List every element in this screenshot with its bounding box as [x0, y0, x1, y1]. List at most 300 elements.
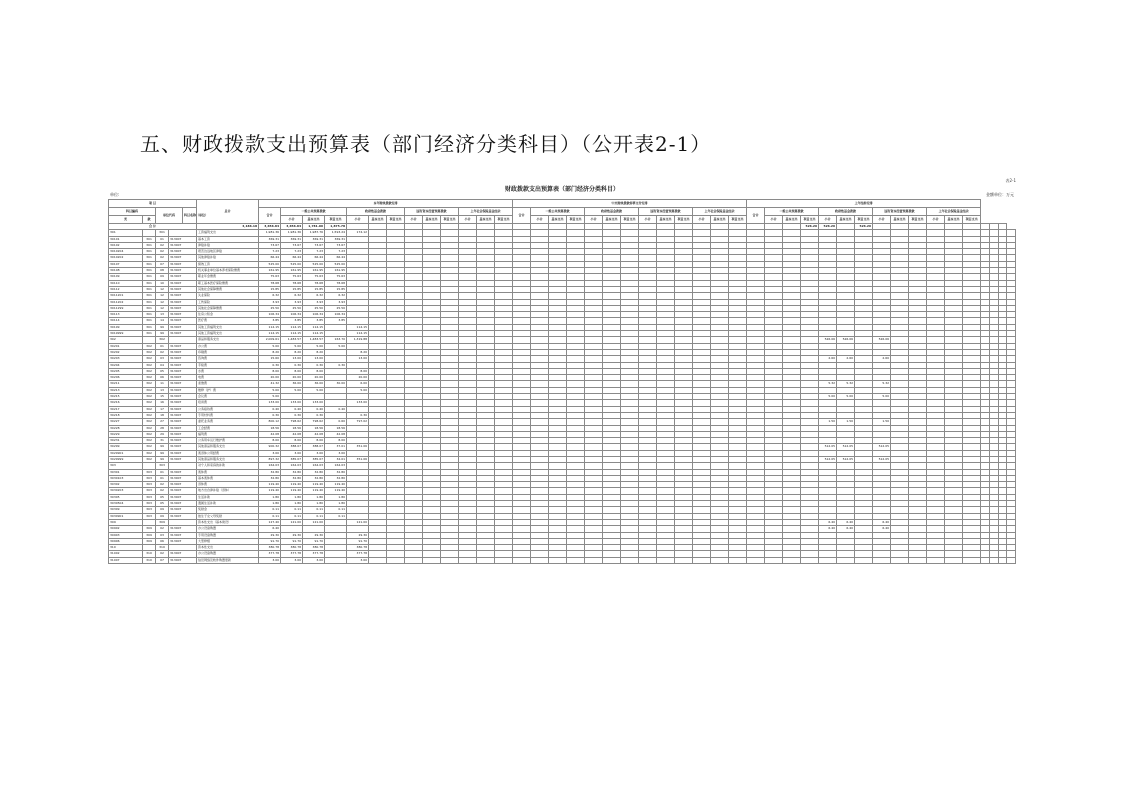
row-value: 5.00 [281, 343, 303, 349]
row-class: 302 [143, 431, 156, 437]
row-name: 遗属生活补助 [197, 501, 259, 507]
row-name: 职工基本医疗保险缴费 [197, 280, 259, 286]
row-code: 3030103 [109, 475, 143, 481]
row-value: 32.80 [325, 475, 347, 481]
row-code: 30109 [109, 274, 143, 280]
row-name: 大型修缮 [197, 538, 259, 544]
row-value: 73.67 [325, 242, 347, 248]
row-name: 其他商品和服务支出 [197, 444, 259, 450]
table-cell [495, 557, 513, 563]
row-code: 310 [109, 545, 143, 551]
row-unit-code: 313007 [169, 431, 197, 437]
row-value: 3.93 [259, 299, 281, 305]
table-cell [387, 557, 405, 563]
row-value: 1.80 [259, 494, 281, 500]
subheader-basic: 基本支出 [369, 216, 387, 224]
table-cell [477, 557, 495, 563]
row-unit-code: 313007 [169, 318, 197, 324]
row-class: 301 [143, 274, 156, 280]
row-value: 119.40 [303, 482, 325, 488]
row-code: 30206 [109, 375, 143, 381]
row-kind: 02 [156, 526, 169, 532]
row-carry-value: 512.05 [873, 444, 891, 450]
row-value: 0.30 [259, 362, 281, 368]
row-name: 工伤保险 [197, 299, 259, 305]
row-value: 25.50 [325, 305, 347, 311]
row-value: 3.93 [303, 299, 325, 305]
row-value: 32.80 [325, 469, 347, 475]
row-carry-value: 5.32 [837, 381, 855, 387]
row-value: 0.11 [281, 513, 303, 519]
table-cell [891, 557, 909, 563]
row-carry-value [855, 557, 873, 563]
page-heading: 五、财政拨款支出预算表（部门经济分类科目）（公开表2-1） [140, 132, 712, 156]
row-kind: 02 [156, 249, 169, 255]
row-name: 其他工资福利支出 [197, 331, 259, 337]
row-unit-code: 313007 [169, 274, 197, 280]
row-value: 6.40 [259, 526, 281, 532]
row-carry-value [837, 557, 855, 563]
row-value: 8.00 [281, 368, 303, 374]
row-name: 维修（护）费 [197, 387, 259, 393]
row-carry-value: 512.05 [837, 456, 855, 462]
row-class: 302 [143, 394, 156, 400]
table-cell [657, 557, 675, 563]
row-unit-code: 313007 [169, 261, 197, 267]
row-kind: 13 [156, 312, 169, 318]
row-value: 119.40 [281, 488, 303, 494]
row-value: 7.23 [303, 249, 325, 255]
row-value: 32.80 [281, 469, 303, 475]
row-carry-value: 6.40 [819, 526, 837, 532]
row-name: 职业年金缴费 [197, 274, 259, 280]
row-value: 8.00 [325, 438, 347, 444]
table-cell [711, 557, 729, 563]
row-carry-value: 526.06 [837, 337, 855, 343]
row-value: 114.15 [347, 331, 369, 337]
row-value: 380.78 [259, 545, 281, 551]
total-carry-value: 526.26 [819, 224, 837, 230]
row-value: 5.00 [325, 343, 347, 349]
table-cell [369, 557, 387, 563]
g1-govfund: 政府性基金拨款 [347, 208, 405, 216]
row-unit-code: 313007 [169, 343, 197, 349]
row-value: 525.00 [303, 261, 325, 267]
subheader-project: 项目支出 [675, 216, 693, 224]
row-value: 5.00 [259, 394, 281, 400]
subheader-basic: 基本支出 [603, 216, 621, 224]
row-value: 0.40 [281, 406, 303, 412]
row-kind: 12 [156, 299, 169, 305]
row-value: 798.62 [281, 419, 303, 425]
row-unit-code: 313007 [169, 475, 197, 481]
row-class: 303 [143, 513, 156, 519]
row-unit-code: 313007 [169, 425, 197, 431]
row-kind: 99 [156, 450, 169, 456]
row-value: 114.15 [303, 331, 325, 337]
row-value: 161.95 [325, 268, 347, 274]
row-code: 30108 [109, 268, 143, 274]
row-name: 生活补助 [197, 494, 259, 500]
row-value: 388.07 [303, 444, 325, 450]
row-class: 302 [143, 343, 156, 349]
row-value: 0.30 [303, 412, 325, 418]
row-value: 377.78 [259, 551, 281, 557]
row-value: 6.32 [281, 293, 303, 299]
row-value: 3.85 [281, 318, 303, 324]
row-code: 3010202 [109, 255, 143, 261]
row-code: 301 [109, 230, 143, 236]
row-unit-code: 313007 [169, 412, 197, 418]
row-class: 302 [143, 438, 156, 444]
subheader-basic: 基本支出 [303, 216, 325, 224]
row-class: 302 [143, 444, 156, 450]
row-code: 30302 [109, 482, 143, 488]
row-name: 专用材料费 [197, 412, 259, 418]
total-carry-value: 526.26 [801, 224, 819, 230]
row-kind: 09 [156, 513, 169, 519]
row-code: 30229 [109, 431, 143, 437]
row-unit-code: 313007 [169, 400, 197, 406]
row-kind: 99 [156, 456, 169, 462]
table-cell [567, 557, 585, 563]
row-value: 369.31 [325, 236, 347, 242]
row-code: 30201 [109, 343, 143, 349]
row-unit-code: 313007 [169, 299, 197, 305]
row-unit-code: 313007 [169, 501, 197, 507]
row-value: 114.15 [281, 331, 303, 337]
row-unit-code: 313007 [169, 406, 197, 412]
row-kind: 15 [156, 394, 169, 400]
row-name: 其他商品和服务支出 [197, 456, 259, 462]
row-value: 15.85 [303, 286, 325, 292]
row-value: 133.00 [303, 400, 325, 406]
total-value: 4,186.18 [197, 224, 259, 230]
row-value: 164.03 [303, 463, 325, 469]
row-value: 3.85 [303, 318, 325, 324]
row-class: 302 [143, 387, 156, 393]
row-value: 18.56 [325, 425, 347, 431]
row-class: 301 [143, 293, 156, 299]
row-value: 42.08 [281, 431, 303, 437]
row-value: 800.12 [259, 419, 281, 425]
row-value: 6.32 [259, 293, 281, 299]
row-value: 1.80 [281, 501, 303, 507]
row-value: 2,009.61 [259, 337, 281, 343]
row-value: 5.00 [281, 387, 303, 393]
row-value: 13.00 [347, 356, 369, 362]
row-code: 3010204 [109, 249, 143, 255]
row-unit-code: 313007 [169, 538, 197, 544]
table-cell [675, 557, 693, 563]
row-kind: 99 [156, 324, 169, 330]
row-class: 301 [143, 236, 156, 242]
row-name: 办公设备购置 [197, 551, 259, 557]
row-value: 3.00 [281, 557, 303, 563]
row-class: 302 [143, 375, 156, 381]
row-unit-code: 313007 [169, 236, 197, 242]
row-value: 0.30 [325, 362, 347, 368]
row-value: 32.80 [303, 475, 325, 481]
row-value: 91.70 [281, 538, 303, 544]
g2-total: 合计 [513, 208, 531, 224]
row-value: 0.11 [325, 513, 347, 519]
total-value: 1,875.78 [325, 224, 347, 230]
row-value: 66.44 [325, 255, 347, 261]
row-value: 351.06 [347, 444, 369, 450]
row-value: 3.00 [259, 557, 281, 563]
row-class: 309 [143, 532, 156, 538]
row-kind: 02 [156, 349, 169, 355]
subheader-project: 项目支出 [621, 216, 639, 224]
row-value: 1,593.24 [325, 230, 347, 236]
row-value: 32.80 [281, 475, 303, 481]
row-code: 30902 [109, 526, 143, 532]
row-value: 0.40 [325, 406, 347, 412]
row-value: 525.00 [281, 261, 303, 267]
row-value: 37.01 [325, 444, 347, 450]
row-kind: 303 [156, 463, 169, 469]
row-code: 303 [109, 463, 143, 469]
row-value: 369.31 [259, 236, 281, 242]
row-code: 30114 [109, 318, 143, 324]
header-total: 总计 [197, 200, 259, 224]
row-name: 印刷费 [197, 349, 259, 355]
row-value: 114.15 [303, 324, 325, 330]
row-kind: 310 [156, 545, 169, 551]
row-carry-value [873, 557, 891, 563]
row-name: 资本性支出（基本建设） [197, 519, 259, 525]
row-value: 3.00 [347, 557, 369, 563]
row-kind: 99 [156, 331, 169, 337]
row-value: 3.00 [325, 450, 347, 456]
row-kind: 07 [156, 261, 169, 267]
row-value: 114.15 [347, 324, 369, 330]
row-unit-code: 313007 [169, 532, 197, 538]
row-kind: 02 [156, 255, 169, 261]
row-kind: 01 [156, 469, 169, 475]
row-class: 301 [143, 261, 156, 267]
row-kind: 05 [156, 368, 169, 374]
row-class: 301 [143, 305, 156, 311]
row-name: 电费 [197, 375, 259, 381]
row-value: 25.50 [303, 305, 325, 311]
row-class: 301 [143, 331, 156, 337]
row-value: 25.50 [281, 305, 303, 311]
row-kind: 09 [156, 507, 169, 513]
table-cell [765, 557, 783, 563]
row-name: 手续费 [197, 362, 259, 368]
row-value: 1.80 [325, 501, 347, 507]
row-carry-value: 512.05 [819, 444, 837, 450]
subheader-basic: 基本支出 [711, 216, 729, 224]
row-value: 174.12 [347, 230, 369, 236]
row-name: 独生子女父母奖励 [197, 513, 259, 519]
row-name: 公务用车运行维护费 [197, 438, 259, 444]
table-cell [459, 557, 477, 563]
table-cell [441, 557, 459, 563]
row-value: 0.30 [281, 412, 303, 418]
row-name: 其他津贴补贴 [197, 255, 259, 261]
row-class: 303 [143, 488, 156, 494]
row-kind: 17 [156, 406, 169, 412]
row-value: 34.01 [325, 456, 347, 462]
row-value: 900.32 [259, 444, 281, 450]
row-name: 离退休公用经费 [197, 450, 259, 456]
row-class: 301 [143, 280, 156, 286]
row-code: 30101 [109, 236, 143, 242]
row-code: 30113 [109, 312, 143, 318]
row-value: 8.00 [303, 368, 325, 374]
row-name: 委托业务费 [197, 419, 259, 425]
amount-unit-label: 金额单位：万元 [986, 192, 1014, 197]
table-cell [423, 557, 441, 563]
row-carry-value: 5.32 [873, 381, 891, 387]
row-name: 公务接待费 [197, 406, 259, 412]
row-class: 301 [143, 324, 156, 330]
table-cell [927, 557, 945, 563]
row-value: 5.00 [347, 387, 369, 393]
table-cell [963, 557, 981, 563]
row-name: 津贴补贴 [197, 242, 259, 248]
row-class: 303 [143, 507, 156, 513]
table-cell [998, 557, 1007, 563]
row-value: 1.80 [303, 501, 325, 507]
row-value: 1.80 [259, 501, 281, 507]
row-code: 30309 [109, 507, 143, 513]
row-value: 119.40 [259, 488, 281, 494]
row-value: 133.00 [347, 400, 369, 406]
row-class: 302 [143, 381, 156, 387]
table-row [109, 557, 1016, 563]
row-value: 42.08 [325, 431, 347, 437]
row-value: 106.34 [303, 312, 325, 318]
row-class: 302 [143, 400, 156, 406]
subheader-project: 项目支出 [909, 216, 927, 224]
row-name: 工会经费 [197, 425, 259, 431]
row-carry-value: 526.06 [873, 337, 891, 343]
row-code: 30903 [109, 532, 143, 538]
row-value: 73.67 [259, 242, 281, 248]
row-value: 133.00 [281, 400, 303, 406]
row-value: 78.68 [303, 280, 325, 286]
row-value: 369.31 [281, 236, 303, 242]
row-code: 30205 [109, 368, 143, 374]
row-value: 75.63 [259, 274, 281, 280]
row-value: 0.11 [325, 507, 347, 513]
row-carry-value: 512.05 [819, 456, 837, 462]
row-name: 会议费 [197, 394, 259, 400]
row-carry-value: 2.60 [837, 356, 855, 362]
row-value: 525.00 [259, 261, 281, 267]
row-value: 380.78 [347, 545, 369, 551]
row-code: 3030504 [109, 501, 143, 507]
row-value: 8.00 [259, 438, 281, 444]
row-name: 办公设备购置 [197, 526, 259, 532]
row-kind: 09 [156, 274, 169, 280]
header-kind: 款 [143, 216, 156, 224]
row-value: 7.23 [281, 249, 303, 255]
row-value: 0.30 [259, 412, 281, 418]
row-value: 163.70 [325, 337, 347, 343]
row-class: 310 [143, 551, 156, 557]
row-value: 73.67 [281, 242, 303, 248]
row-value: 91.70 [303, 538, 325, 544]
row-carry-value: 512.05 [873, 456, 891, 462]
row-name: 其他工资福利支出 [197, 324, 259, 330]
row-value: 377.78 [347, 551, 369, 557]
g3-total: 合计 [747, 208, 765, 224]
subheader-project: 项目支出 [729, 216, 747, 224]
row-value: 1,981.36 [281, 230, 303, 236]
row-value: 351.06 [347, 456, 369, 462]
row-code: 30301 [109, 469, 143, 475]
row-value: 91.70 [347, 538, 369, 544]
row-name: 奖励金 [197, 507, 259, 513]
row-value: 5.00 [303, 343, 325, 349]
header-carryover: 上年结转安排 [747, 200, 981, 208]
row-code: 30906 [109, 538, 143, 544]
table-cell [945, 557, 963, 563]
table-cell [513, 557, 531, 563]
row-value: 114.15 [281, 324, 303, 330]
row-value: 8.00 [303, 438, 325, 444]
row-kind: 28 [156, 425, 169, 431]
row-class: 301 [143, 242, 156, 248]
row-name: 商品和服务支出 [197, 337, 259, 343]
row-class: 301 [143, 299, 156, 305]
row-value: 5.00 [259, 387, 281, 393]
row-kind: 302 [156, 337, 169, 343]
row-value: 36.00 [303, 381, 325, 387]
row-unit-code: 313007 [169, 438, 197, 444]
row-unit-code: 313007 [169, 456, 197, 462]
row-value: 0.30 [303, 362, 325, 368]
row-name: 基本离休费 [197, 475, 259, 481]
row-value: 36.00 [281, 381, 303, 387]
subheader-basic: 基本支出 [837, 216, 855, 224]
row-code: 30216 [109, 400, 143, 406]
row-code: 3011202 [109, 299, 143, 305]
row-kind: 02 [156, 482, 169, 488]
header-current-year: 本年财政拨款安排 [259, 200, 513, 208]
row-value: 0.30 [347, 412, 369, 418]
row-kind: 29 [156, 431, 169, 437]
row-value: 42.08 [303, 431, 325, 437]
row-value: 32.80 [259, 475, 281, 481]
g3-general: 一般公共预算拨款 [765, 208, 819, 216]
row-unit-code: 313007 [169, 444, 197, 450]
subheader-project: 项目支出 [441, 216, 459, 224]
row-code: 30218 [109, 412, 143, 418]
row-value [325, 557, 347, 563]
row-carry-value: 6.40 [837, 526, 855, 532]
row-kind: 18 [156, 412, 169, 418]
row-name: 地方出台津补贴（退休） [197, 488, 259, 494]
subheader-project: 项目支出 [963, 216, 981, 224]
row-class: 302 [143, 349, 156, 355]
table-cell [639, 557, 657, 563]
subheader-subtotal: 小计 [531, 216, 549, 224]
g3-social: 上年社会保险基金结余 [927, 208, 981, 216]
row-class: 302 [143, 368, 156, 374]
row-value: 1,483.57 [281, 337, 303, 343]
row-code: 30215 [109, 394, 143, 400]
row-unit-code: 313007 [169, 488, 197, 494]
row-code: 31002 [109, 551, 143, 557]
row-value: 114.15 [259, 331, 281, 337]
row-kind: 03 [156, 532, 169, 538]
